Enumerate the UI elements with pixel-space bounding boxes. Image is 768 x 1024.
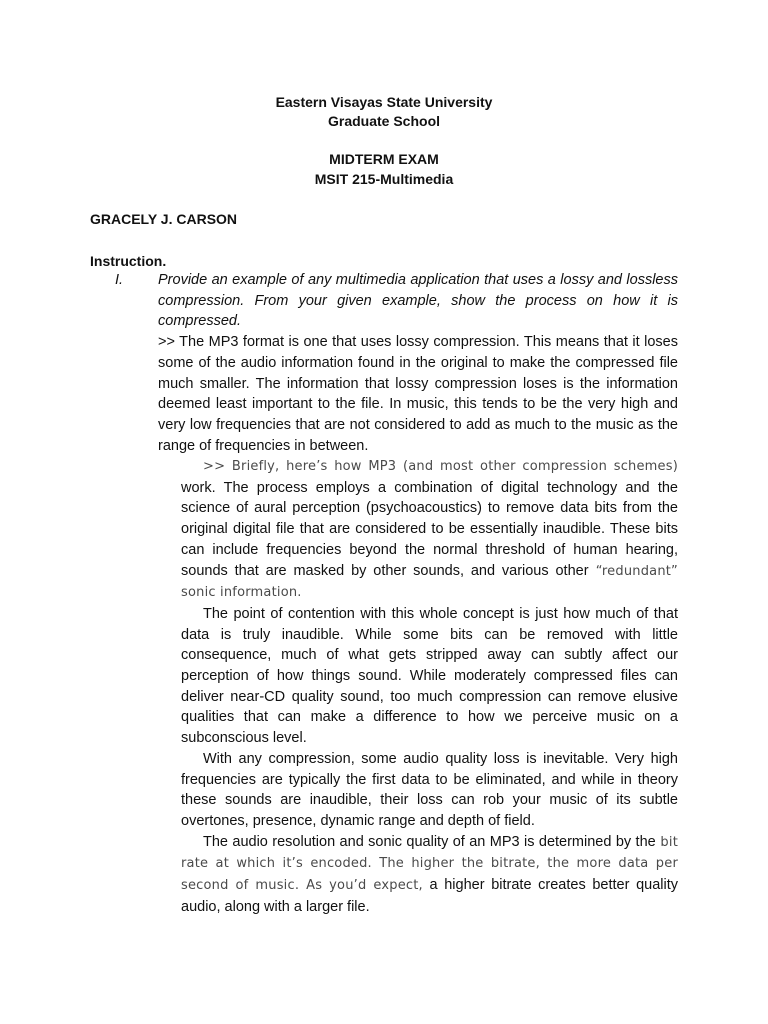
paragraph-1-lead: >> Briefly, here’s how MP3 (and most other compression schemes) — [203, 459, 678, 474]
student-name: GRACELY J. CARSON — [90, 211, 238, 227]
answer-body — [181, 456, 678, 917]
exam-title: MIDTERM EXAM — [329, 151, 439, 167]
paragraph-1-body: work. The process employs a combination of digital technology and the science of aural perception (psychoacoustics) to remove data bits from the original digital file that are considered to be essentially inaudible. These bits can include frequencies beyond the normal threshold of human hearing, sounds that are masked by other sounds, and various other — [181, 479, 678, 579]
paragraph-4-b: bit rate at which it’s encoded. The higher the bitrate, the more data per second of music. As you’d expect, — [181, 834, 678, 894]
paragraph-4-c: a higher bitrate creates better quality audio, along with a larger file. — [181, 877, 679, 915]
course-title: MSIT 215-Multimedia — [314, 171, 454, 187]
paragraph-1 — [181, 456, 678, 604]
paragraph-4 — [181, 832, 678, 918]
question-block — [158, 270, 678, 456]
answer-intro: >> The MP3 format is one that uses lossy compression. This means that it loses some of the audio information found in the original to make the compressed file much smaller. The information that lossy compression loses is the information deemed least important to the file. In music, this tends to be the very high and very low frequencies that are not considered to add as much to the music as the range of frequencies in between. — [158, 334, 678, 454]
university-name: Eastern Visayas State University — [275, 94, 493, 110]
paragraph-1-tail: “redundant” sonic information. — [181, 563, 678, 601]
question-text: Provide an example of any multimedia application that uses a lossy and lossless compression. From your given example, show the process on how it is compressed. — [158, 272, 678, 330]
question-number: I. — [115, 272, 124, 288]
instruction-label: Instruction. — [90, 253, 167, 269]
paragraph-2: The point of contention with this whole concept is just how much of that data is truly inaudible. While some bits can be removed with little consequence, much of what gets stripped away can subtly affect our perception of how things sound. While moderately compressed files can deliver near-CD quality sound, too much compression can remove elusive qualities that can make a difference to how we perceive music on a subconscious level. — [181, 605, 678, 747]
school-name: Graduate School — [327, 113, 441, 129]
paragraph-4-a: The audio resolution and sonic quality of an MP3 is determined by the — [203, 833, 656, 850]
paragraph-3: With any compression, some audio quality loss is inevitable. Very high frequencies are typically the first data to be eliminated, and while in theory these sounds are inaudible, their loss can rob your music of its subtle overtones, presence, dynamic range and depth of field. — [181, 750, 678, 829]
